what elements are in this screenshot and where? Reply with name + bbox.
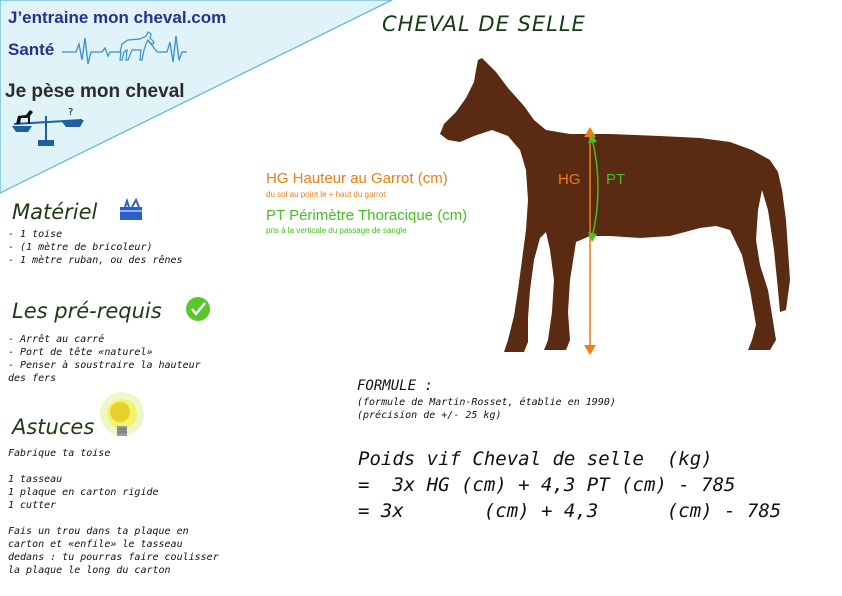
astuces-body [8,447,219,577]
list-item: dedans : tu pourras faire coulisser [8,552,219,563]
pt-tag: PT [606,171,626,188]
pt-description: pris à la verticale du passage de sangle [266,226,407,235]
materiel-title: Matériel [12,200,98,224]
prerequis-title: Les pré-requis [12,299,162,323]
list-item: - 1 mètre ruban, ou des rênes [8,255,183,266]
list-item: - Port de tête «naturel» [8,347,153,358]
site-title[interactable]: J’entraine mon cheval.com [8,8,227,27]
list-item: la plaque le long du carton [8,565,171,576]
formula-source: (formule de Martin-Rosset, établie en 1990) [357,397,616,408]
astuces-subtitle: Fabrique ta toise [8,448,111,459]
category-label: Santé [8,40,55,59]
formula-notes [357,396,616,422]
formula-line-2: = 3x HG (cm) + 4,3 PT (cm) - 785 [358,474,736,496]
formula-precision: (précision de +/- 25 kg) [357,410,502,421]
formula-heading: FORMULE : [357,378,433,394]
list-item: - Arrêt au carré [8,334,105,345]
list-item: carton et «enfile» le tasseau [8,539,183,550]
pt-label: PT Périmètre Thoracique (cm) [266,207,468,224]
list-item: 1 tasseau [8,474,63,485]
list-item: - Penser à soustraire la hauteur [8,360,201,371]
svg-text:?: ? [68,107,74,118]
hg-description: du sol au point le + haut du garrot [266,190,386,199]
balance-scale-horse-icon [10,106,90,150]
hg-tag: HG [558,171,581,188]
heartbeat-horse-icon [62,30,187,68]
list-item: - 1 toise [8,229,63,240]
formula-line-3: = 3x (cm) + 4,3 (cm) - 785 [358,500,782,522]
list-item: 1 plaque en carton rigide [8,487,159,498]
toolbox-icon [117,198,145,222]
lightbulb-icon [98,392,152,446]
list-item: 1 cutter [8,500,57,511]
list-item: Fais un trou dans ta plaque en [8,526,189,537]
page-title: Je pèse mon cheval [5,81,185,102]
pt-measure-arrow [588,132,608,244]
astuces-title: Astuces [12,415,95,439]
formula-line-1: Poids vif Cheval de selle (kg) [358,448,713,470]
horse-silhouette [430,50,810,360]
materiel-list [8,228,183,267]
prerequis-list [8,333,201,385]
list-item: - (1 mètre de bricoleur) [8,242,153,253]
list-item: des fers [8,373,57,384]
check-circle-icon [185,296,211,322]
main-title: CHEVAL DE SELLE [382,12,586,36]
hg-label: HG Hauteur au Garrot (cm) [266,170,448,187]
